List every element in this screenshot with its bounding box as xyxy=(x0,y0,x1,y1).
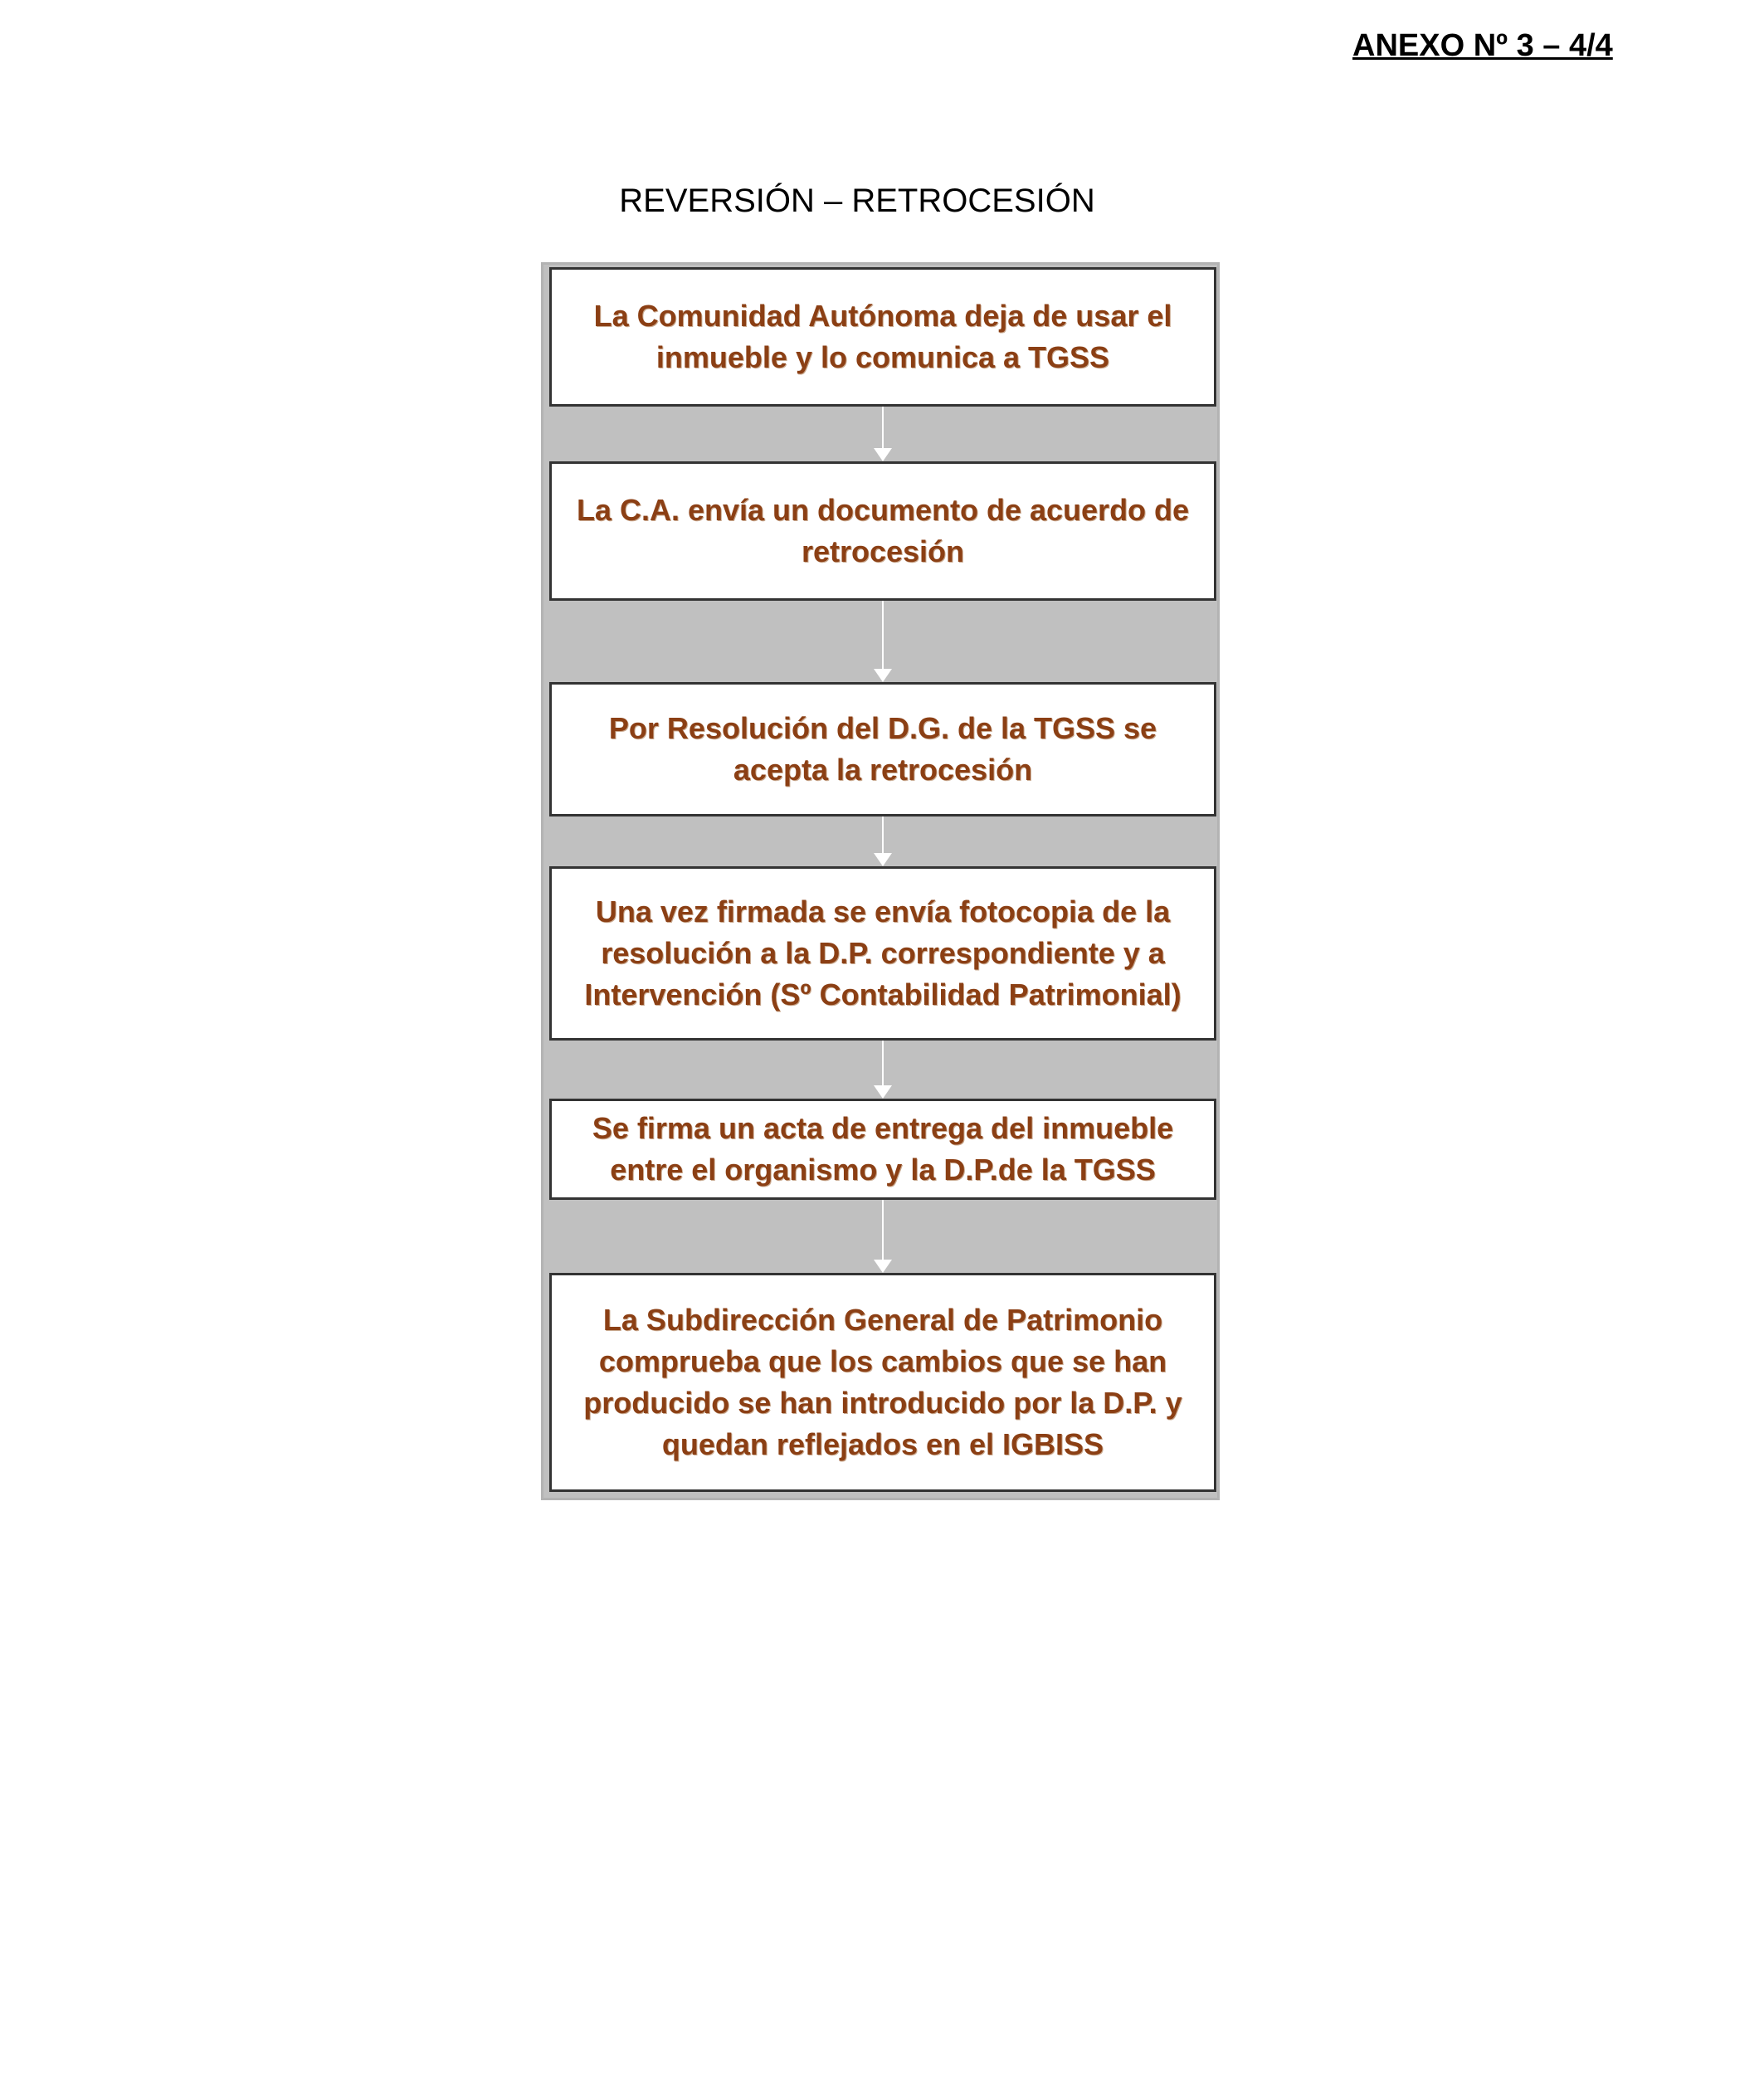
flow-step-6: La Subdirección General de Patrimonio comprueba que los cambios que se han producido se han introducido por la D.P. y quedan reflejados en el IGBISS xyxy=(549,1273,1216,1492)
arrow-down-icon xyxy=(874,853,892,866)
arrow-down-icon xyxy=(874,1260,892,1273)
arrow-down-icon xyxy=(874,448,892,461)
page-title xyxy=(0,183,1764,220)
arrow-down-icon xyxy=(874,669,892,682)
annex-label: ANEXO Nº 3 – 4/4 xyxy=(1352,28,1613,63)
flow-step-5: Se firma un acta de entrega del inmueble entre el organismo y la D.P.de la TGSS xyxy=(549,1099,1216,1200)
connector-1-2 xyxy=(882,407,884,448)
connector-5-6 xyxy=(882,1200,884,1260)
connector-3-4 xyxy=(882,816,884,853)
flow-step-3: Por Resolución del D.G. de la TGSS se acepta la retrocesión xyxy=(549,682,1216,816)
flow-step-1: La Comunidad Autónoma deja de usar el inmueble y lo comunica a TGSS xyxy=(549,267,1216,407)
arrow-down-icon xyxy=(874,1085,892,1099)
flow-step-4: Una vez firmada se envía fotocopia de la resolución a la D.P. correspondiente y a Intervención (Sº Contabilidad Patrimonial) xyxy=(549,866,1216,1041)
flow-step-2: La C.A. envía un documento de acuerdo de retrocesión xyxy=(549,461,1216,601)
connector-4-5 xyxy=(882,1041,884,1085)
connector-2-3 xyxy=(882,601,884,669)
page-title-text: REVERSIÓN – RETROCESIÓN xyxy=(619,183,1095,219)
